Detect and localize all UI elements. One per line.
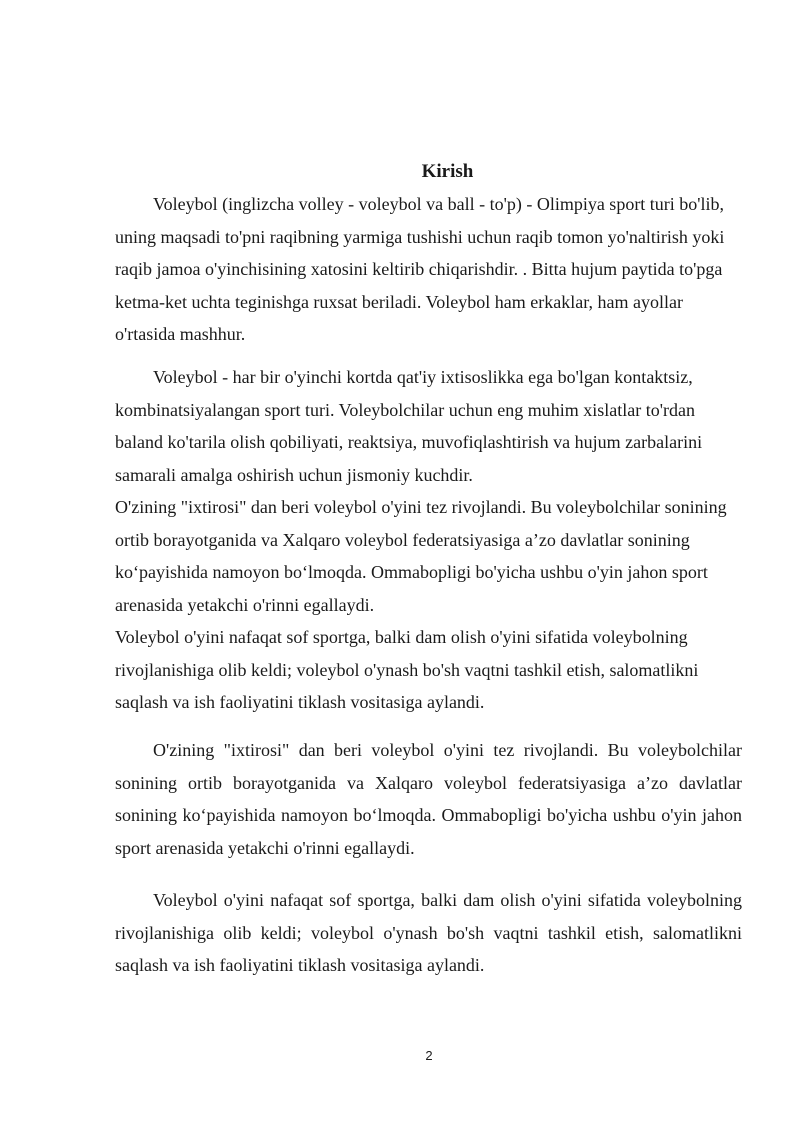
paragraph-characteristics: Voleybol - har bir o'yinchi kortda qat'iy ixtisoslikka ega bo'lgan kontaktsiz, kombinatsiyalangan sport turi. Voleybolchilar uchun eng muhim xislatlar to'rdan baland ko'tarila olish qobiliyati, reaktsiya, muvofiqlashtirish va hujum zarbalarini samarali amalga oshirish uchun jismoniy kuchdir. [115, 367, 703, 485]
paragraph-intro: Voleybol (inglizcha volley - voleybol va ball - to'p) - Olimpiya sport turi bo'lib, uning maqsadi to'pni raqibning yarmiga tushishi uchun raqib tomon yo'naltirish yoki raqib jamoa o'yinchisining xatosini keltirib chiqarishdir. . Bitta hujum paytida to'pga ketma-ket uchta teginishga ruxsat beriladi. Voleybol ham erkaklar, ham ayollar o'rtasida mashhur. [115, 194, 725, 345]
paragraph-development: O'zining "ixtirosi" dan beri voleybol o'yini tez rivojlandi. Bu voleybolchilar sonining ortib borayotganida va Xalqaro voleybol federatsiyasiga a’zo davlatlar sonining ko‘payishida namoyon bo‘lmoqda. Ommabopligi bo'yicha ushbu o'yin jahon sport arenasida yetakchi o'rinni egallaydi. [115, 497, 727, 615]
paragraph-recreation: Voleybol o'yini nafaqat sof sportga, balki dam olish o'yini sifatida voleybolning rivojlanishiga olib keldi; voleybol o'ynash bo'sh vaqtni tashkil etish, salomatlikni saqlash va ish faoliyatini tiklash vositasiga aylandi. [115, 627, 699, 713]
page-title: Kirish [421, 161, 474, 182]
paragraph-recreation-repeat: Voleybol o'yini nafaqat sof sportga, balki dam olish o'yini sifatida voleybolning rivojlanishiga olib keldi; voleybol o'ynash bo'sh vaqtni tashkil etish, salomatlikni saqlash va ish faoliyatini tiklash vositasiga aylandi. [115, 890, 742, 976]
page-number: 2 [425, 1048, 433, 1063]
paragraph-development-repeat: O'zining "ixtirosi" dan beri voleybol o'yini tez rivojlandi. Bu voleybolchilar sonining ortib borayotganida va Xalqaro voleybol federatsiyasiga a’zo davlatlar sonining ko‘payishida namoyon bo‘lmoqda. Ommabopligi bo'yicha ushbu o'yin jahon sport arenasida yetakchi o'rinni egallaydi. [115, 740, 742, 858]
